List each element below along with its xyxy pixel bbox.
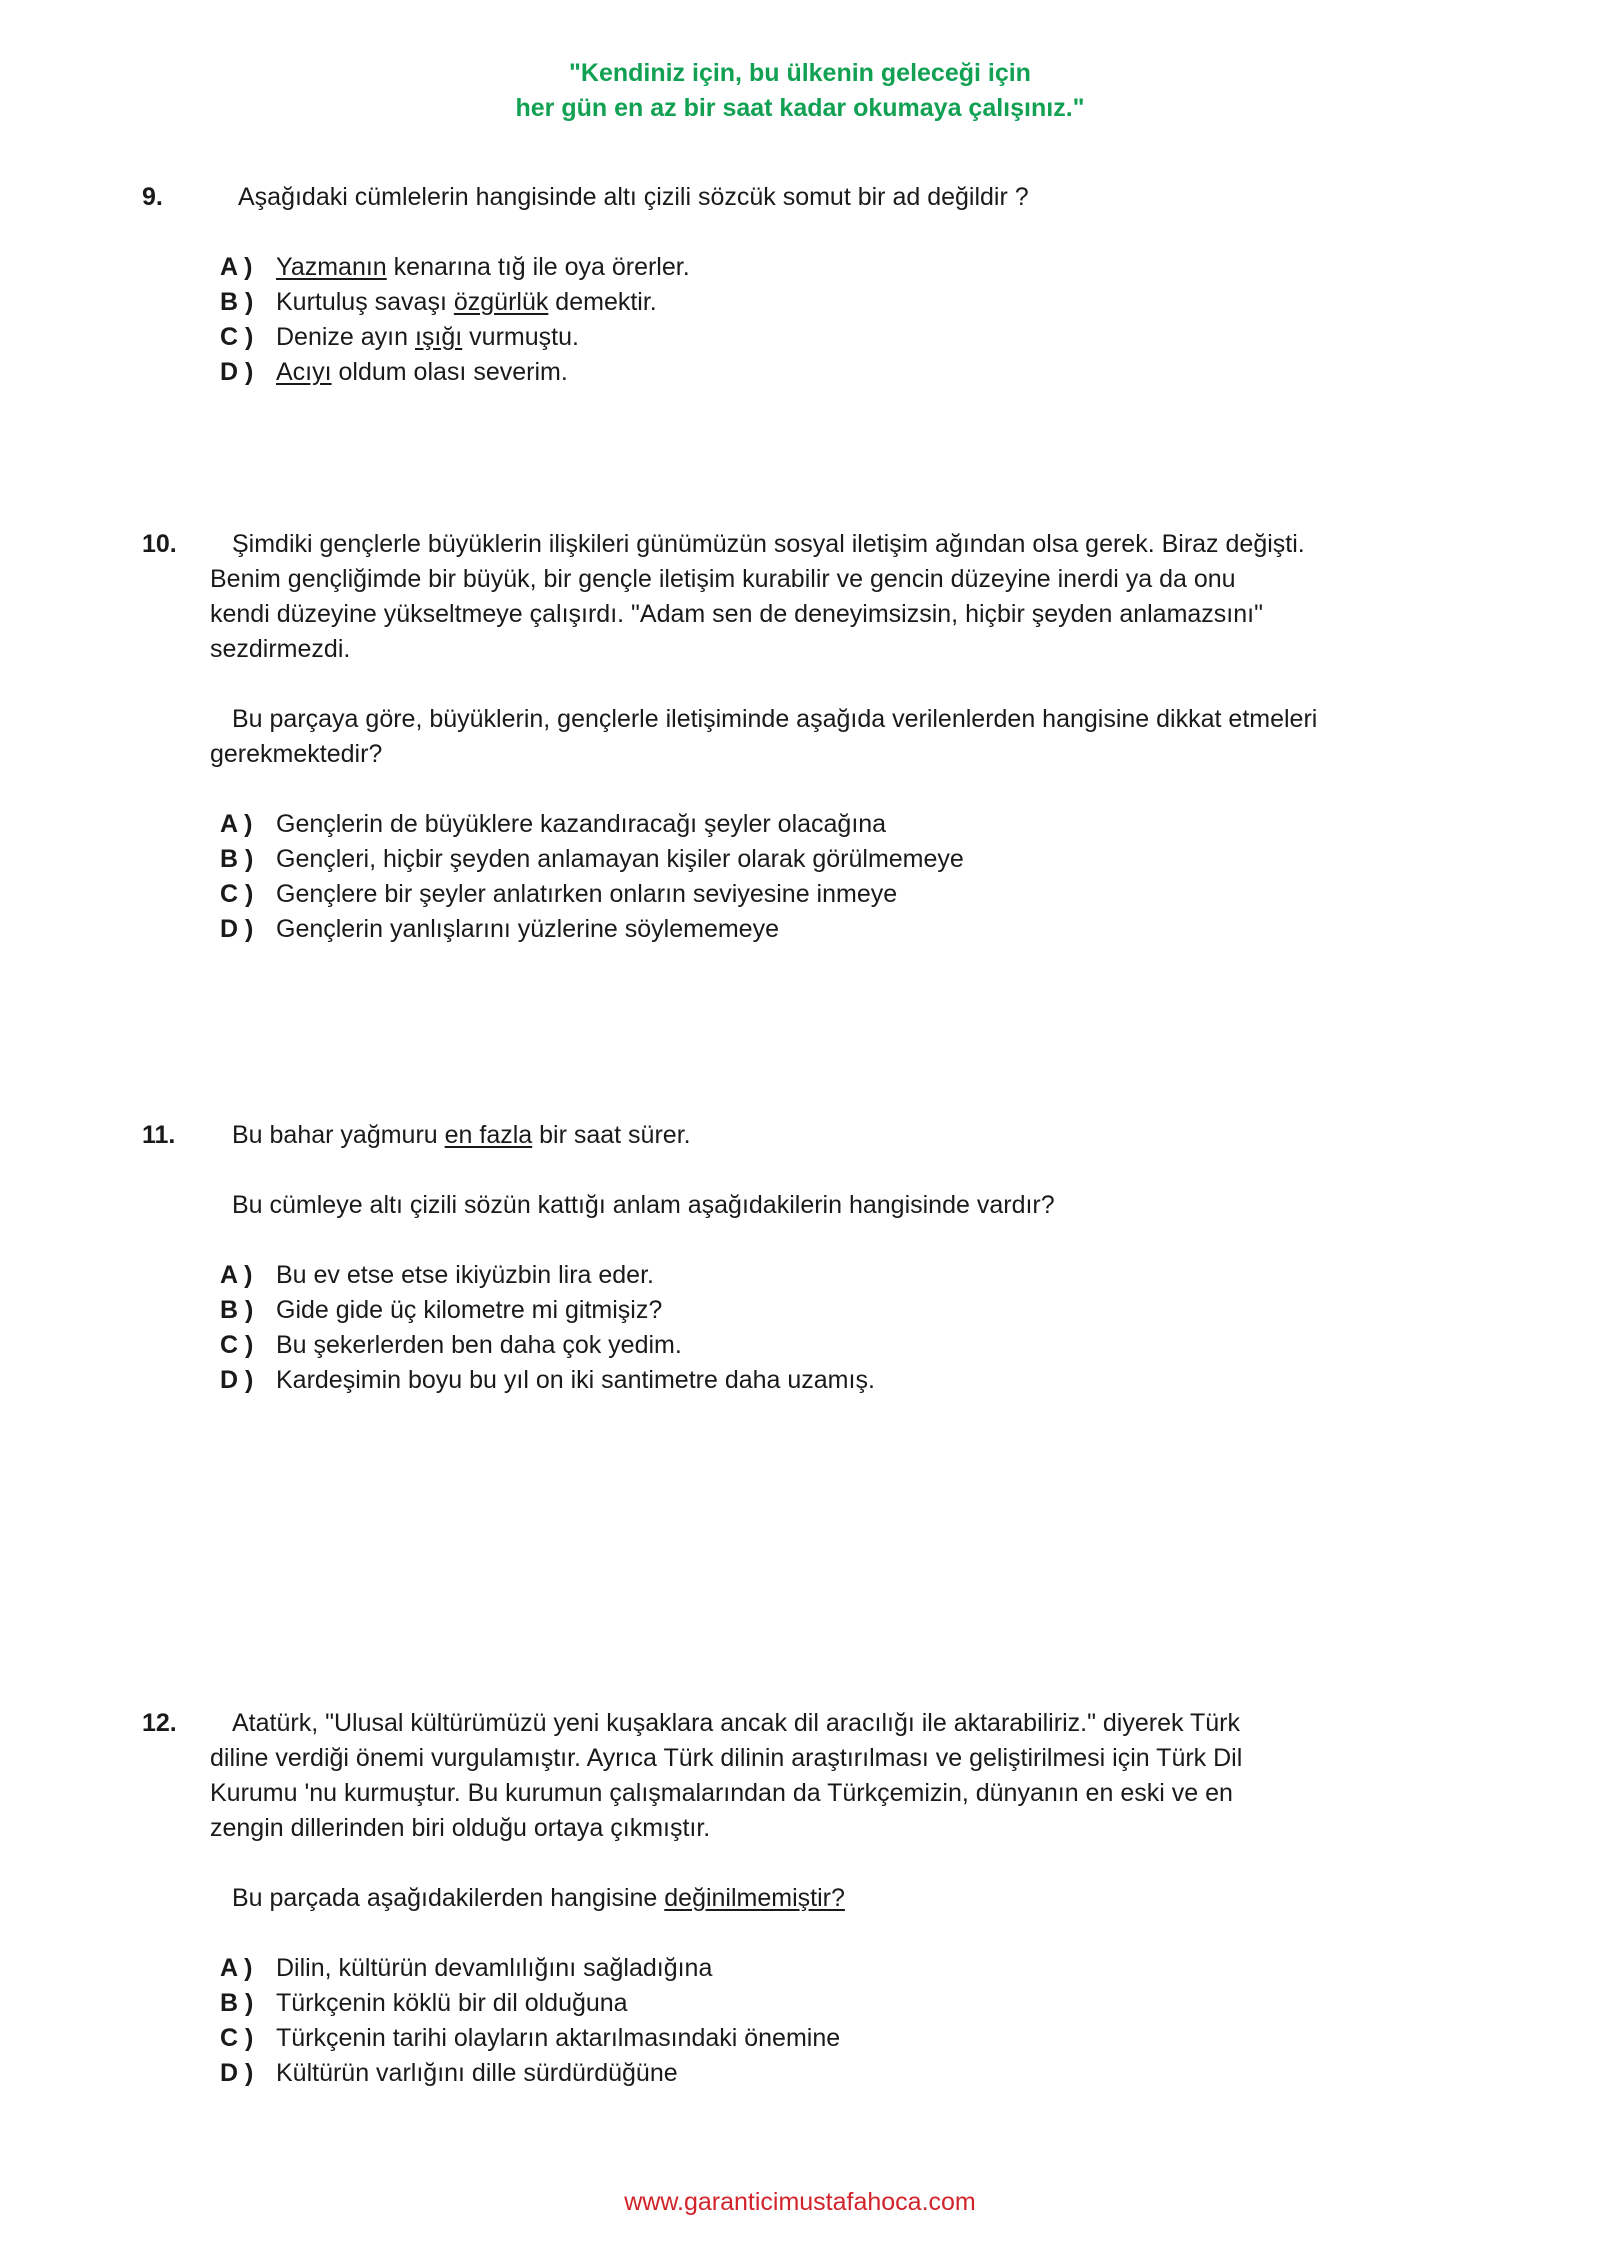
header-quote (0, 56, 1600, 126)
footer-website-link[interactable]: www.garanticimustafahoca.com (624, 2188, 976, 2216)
option-c[interactable] (220, 320, 690, 355)
option-b[interactable] (220, 285, 690, 320)
option-letter: D ) (220, 2059, 254, 2087)
sentence-text: bir saat sürer. (532, 1121, 691, 1149)
question-sentence (232, 1118, 1472, 1153)
option-letter: A ) (220, 1954, 253, 1982)
option-text: Kurtuluş savaşı (276, 288, 454, 316)
option-letter: C ) (220, 1331, 254, 1359)
option-d[interactable] (220, 355, 690, 390)
question-text: Bu cümleye altı çizili sözün kattığı anlam aşağıdakilerin hangisinde vardır? (232, 1191, 1055, 1219)
option-text: Bu şekerlerden ben daha çok yedim. (276, 1331, 682, 1359)
question-number: 10. (142, 530, 177, 558)
question-9 (142, 180, 1442, 400)
underlined-phrase: en fazla (444, 1121, 533, 1149)
question-number: 11. (142, 1121, 176, 1149)
question-line: Bu parçaya göre, büyüklerin, gençlerle iletişiminde aşağıda verilenlerden hangisine dikkat etmeleri (232, 705, 1318, 733)
option-d[interactable] (220, 2056, 840, 2091)
option-text: Kültürün varlığını dille sürdürdüğüne (276, 2059, 678, 2087)
option-c[interactable] (220, 1328, 875, 1363)
passage-line: Benim gençliğimde bir büyük, bir gençle iletişim kurabilir ve gencin düzeyine inerdi ya da onu (210, 565, 1236, 593)
option-text: oldum olası severim. (331, 358, 568, 386)
option-a[interactable] (220, 807, 964, 842)
header-quote-line-1: "Kendiniz için, bu ülkenin geleceği için (569, 59, 1031, 87)
question-12 (142, 1706, 1442, 2106)
header-quote-line-2: her gün en az bir saat kadar okumaya çalışınız." (515, 94, 1085, 122)
option-letter: B ) (220, 1296, 254, 1324)
option-a[interactable] (220, 1258, 875, 1293)
underlined-word: Yazmanın (276, 253, 387, 281)
option-text: Kardeşimin boyu bu yıl on iki santimetre daha uzamış. (276, 1366, 875, 1394)
question-line: Bu parçada aşağıdakilerden hangisine (232, 1884, 665, 1912)
option-text: Dilin, kültürün devamlılığını sağladığına (276, 1954, 713, 1982)
question-line: gerekmektedir? (210, 740, 383, 768)
question-number: 12. (142, 1709, 177, 1737)
question-stem: Aşağıdaki cümlelerin hangisinde altı çizili sözcük somut bir ad değildir ? (238, 183, 1029, 211)
question-text (210, 702, 1450, 772)
option-letter: D ) (220, 1366, 254, 1394)
question-text (210, 1881, 1450, 1916)
underlined-word: ışığı (414, 323, 463, 351)
option-letter: D ) (220, 915, 254, 943)
question-10 (142, 527, 1442, 957)
option-text: Bu ev etse etse ikiyüzbin lira eder. (276, 1261, 654, 1289)
option-a[interactable] (220, 250, 690, 285)
passage-line: Kurumu 'nu kurmuştur. Bu kurumun çalışmalarından da Türkçemizin, dünyanın en eski ve en (210, 1779, 1233, 1807)
question-11 (142, 1118, 1442, 1408)
option-b[interactable] (220, 1986, 840, 2021)
option-text: demektir. (548, 288, 657, 316)
option-letter: A ) (220, 1261, 253, 1289)
option-text: vurmuştu. (462, 323, 579, 351)
underlined-word: özgürlük (453, 288, 549, 316)
passage (210, 1706, 1450, 1846)
option-text: Gençlerin de büyüklere kazandıracağı şeyler olacağına (276, 810, 887, 838)
question-number: 9. (142, 183, 163, 211)
options-list (220, 1258, 875, 1398)
option-letter: C ) (220, 2024, 254, 2052)
option-c[interactable] (220, 877, 964, 912)
option-d[interactable] (220, 912, 964, 947)
passage (210, 527, 1450, 667)
option-c[interactable] (220, 2021, 840, 2056)
option-b[interactable] (220, 842, 964, 877)
passage-line: zengin dillerinden biri olduğu ortaya çıkmıştır. (210, 1814, 711, 1842)
option-text: Gide gide üç kilometre mi gitmişiz? (276, 1296, 663, 1324)
option-letter: B ) (220, 288, 254, 316)
passage-line: sezdirmezdi. (210, 635, 351, 663)
passage-line: Şimdiki gençlerle büyüklerin ilişkileri günümüzün sosyal iletişim ağından olsa gerek. Biraz değişti. (232, 530, 1305, 558)
option-text: Türkçenin köklü bir dil olduğuna (276, 1989, 628, 2017)
sentence-text: Bu bahar yağmuru (232, 1121, 445, 1149)
options-list (220, 250, 690, 390)
option-text: Gençleri, hiçbir şeyden anlamayan kişiler olarak görülmemeye (276, 845, 964, 873)
option-text: Türkçenin tarihi olayların aktarılmasındaki önemine (276, 2024, 841, 2052)
option-letter: D ) (220, 358, 254, 386)
option-d[interactable] (220, 1363, 875, 1398)
passage-line: diline verdiği önemi vurgulamıştır. Ayrıca Türk dilinin araştırılması ve geliştirilmesi için Türk Dil (210, 1744, 1243, 1772)
option-text: Gençlere bir şeyler anlatırken onların seviyesine inmeye (276, 880, 898, 908)
underlined-word: Acıyı (276, 358, 332, 386)
option-b[interactable] (220, 1293, 875, 1328)
options-list (220, 807, 964, 947)
option-letter: B ) (220, 845, 254, 873)
option-text: Gençlerin yanlışlarını yüzlerine söylememeye (276, 915, 779, 943)
option-a[interactable] (220, 1951, 840, 1986)
option-letter: A ) (220, 810, 253, 838)
option-letter: C ) (220, 323, 254, 351)
option-text: Denize ayın (276, 323, 415, 351)
options-list (220, 1951, 840, 2091)
option-letter: C ) (220, 880, 254, 908)
option-letter: A ) (220, 253, 253, 281)
passage-line: Atatürk, "Ulusal kültürümüzü yeni kuşaklara ancak dil aracılığı ile aktarabiliriz." diyerek Türk (232, 1709, 1240, 1737)
option-letter: B ) (220, 1989, 254, 2017)
underlined-word: değinilmemiştir? (664, 1884, 845, 1912)
passage-line: kendi düzeyine yükseltmeye çalışırdı. "Adam sen de deneyimsizsin, hiçbir şeyden anlamazsını" (210, 600, 1263, 628)
option-text: kenarına tığ ile oya örerler. (386, 253, 690, 281)
